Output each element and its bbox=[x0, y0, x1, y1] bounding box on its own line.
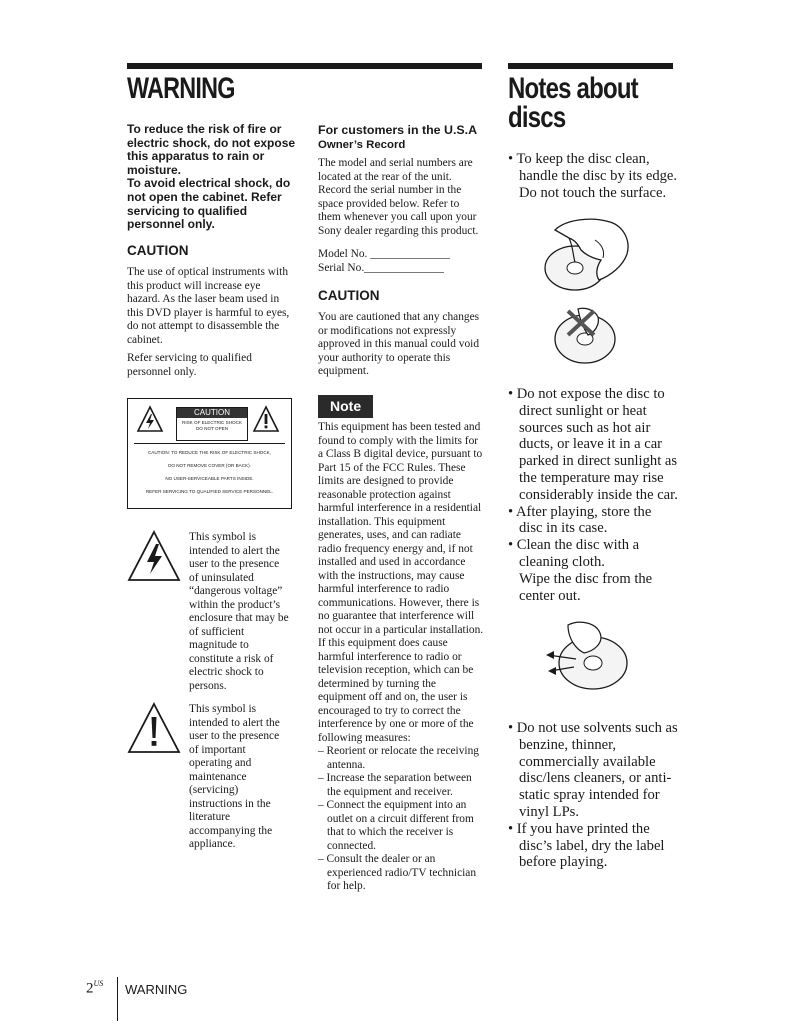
disc-note-item: • Do not expose the disc to direct sunlight or heat sources such as hot air ducts, or leave it in a car parked in direct sunlight as the temperature may rise considerably inside the car. bbox=[508, 386, 678, 503]
footer bbox=[86, 977, 286, 1022]
label-header: CAUTION bbox=[177, 408, 247, 418]
warning-title-rule bbox=[127, 63, 482, 69]
model-serial-fields bbox=[318, 248, 484, 275]
warning-lead-1: To reduce the risk of fire or electric shock, do not expose this apparatus to rain or moisture. bbox=[127, 122, 296, 177]
exclamation-warning-icon bbox=[127, 702, 181, 754]
disc-note-item: • If you have printed the disc’s label, dry the label before playing. bbox=[508, 820, 665, 871]
disc-note-item: • To keep the disc clean, handle the disc by its edge. Do not touch the surface. bbox=[508, 151, 678, 201]
discs-title-line-2: discs bbox=[508, 101, 566, 134]
caution-heading-middle: CAUTION bbox=[318, 288, 380, 303]
label-line-4: REFER SERVICING TO QUALIFIED SERVICE PERSONNEL. bbox=[145, 489, 274, 494]
usa-heading: For customers in the U.S.A bbox=[318, 123, 478, 137]
caution-paragraph-1: The use of optical instruments with this product will increase eye hazard. As the laser beam used in this DVD player is harmful to eyes, do not attempt to disassemble the cabinet. bbox=[127, 266, 290, 346]
disc-handling-illustration bbox=[535, 210, 635, 295]
label-exclamation-icon bbox=[252, 405, 280, 433]
label-line-2: DO NOT REMOVE COVER (OR BACK). bbox=[168, 463, 251, 468]
lightning-symbol-text: This symbol is intended to alert the user to the presence of uninsulated “dangerous voltage” within the product’s enclosure that may be of sufficient magnitude to constitute a risk of electric shock to persons. bbox=[189, 531, 289, 692]
disc-note-item: • Clean the disc with a cleaning cloth. bbox=[508, 537, 640, 570]
label-line-1: CAUTION: TO REDUCE THE RISK OF ELECTRIC SHOCK, bbox=[147, 450, 272, 455]
fcc-measure-item: – Consult the dealer or an experienced radio/TV technician for help. bbox=[318, 853, 477, 892]
caution-text-middle: You are cautioned that any changes or modifications not expressly approved in this manual could void your authority to operate this equipment. bbox=[318, 311, 480, 377]
fcc-measure-item: – Connect the equipment into an outlet on a circuit different from that to which the receiver is connected. bbox=[318, 799, 474, 852]
caution-heading-left: CAUTION bbox=[127, 243, 189, 258]
exclamation-symbol-text: This symbol is intended to alert the user to the presence of important operating and maintenance (servicing) instructions in the literature accompanying the appliance. bbox=[189, 703, 280, 850]
discs-title bbox=[508, 74, 638, 132]
disc-note-item: • Do not use solvents such as benzine, thinner, commercially available disc/lens cleaners, or anti-static spray intended for vinyl LPs. bbox=[508, 720, 678, 820]
usa-text: The model and serial numbers are located at the rear of the unit. Record the serial number in the space provided below. Refer to them whenever you call upon your Sony dealer regarding this product. bbox=[318, 157, 479, 237]
page-number bbox=[86, 979, 103, 997]
disc-notes-3 bbox=[508, 720, 678, 871]
page-number-sup: US bbox=[93, 979, 104, 988]
label-lines bbox=[132, 449, 287, 496]
label-center-box bbox=[176, 407, 248, 441]
fcc-measures-list bbox=[318, 745, 484, 894]
discs-title-rule bbox=[508, 63, 673, 69]
warning-title: WARNING bbox=[127, 72, 235, 105]
caution-text-left bbox=[127, 266, 293, 384]
disc-no-touch-illustration bbox=[550, 303, 625, 368]
disc-note-continuation bbox=[508, 571, 678, 605]
caution-label bbox=[127, 398, 292, 509]
label-divider bbox=[134, 443, 285, 444]
warning-lead bbox=[127, 123, 297, 232]
disc-cleaning-illustration bbox=[538, 615, 638, 700]
serial-number-field: Serial No.______________ bbox=[318, 261, 444, 274]
lightning-warning-icon bbox=[127, 530, 181, 582]
page-number-value: 2 bbox=[86, 980, 94, 997]
disc-note-item: • After playing, store the disc in its case. bbox=[508, 503, 652, 537]
footer-section: WARNING bbox=[125, 982, 188, 997]
label-line-3: NO USER-SERVICEABLE PARTS INSIDE. bbox=[165, 476, 254, 481]
caution-paragraph-2: Refer servicing to qualified personnel only. bbox=[127, 352, 252, 378]
label-lightning-icon bbox=[136, 405, 164, 433]
fcc-measure-item: – Increase the separation between the equipment and receiver. bbox=[318, 772, 472, 798]
model-number-field: Model No. ______________ bbox=[318, 248, 450, 260]
discs-title-line-1: Notes about bbox=[508, 72, 638, 105]
note-badge: Note bbox=[318, 395, 373, 418]
disc-notes-2 bbox=[508, 386, 678, 604]
disc-wipe-text: Wipe the disc from the center out. bbox=[519, 570, 653, 604]
label-sub: RISK OF ELECTRIC SHOCK DO NOT OPEN bbox=[182, 420, 242, 431]
fcc-note bbox=[318, 421, 484, 894]
fcc-measure-item: – Reorient or relocate the receiving antenna. bbox=[318, 745, 479, 771]
owners-record-heading: Owner’s Record bbox=[318, 139, 406, 151]
disc-notes-1 bbox=[508, 151, 678, 201]
fcc-note-text: This equipment has been tested and found to comply with the limits for a Class B digital device, pursuant to Part 15 of the FCC Rules. These limits are designed to provide reasonable protection against harmful interference in a residential installation. This equipment generates, uses, and can radiate radio frequency energy and, if not installed and used in accordance with the instructions, may cause harmful interference to radio communications. However, there is no guarantee that interference will not occur in a particular installation. If this equipment does cause harmful interference to radio or television reception, which can be determined by turning the equipment off and on, the user is encouraged to try to correct the interference by one or more of the following measures: bbox=[318, 421, 484, 744]
warning-lead-2: To avoid electrical shock, do not open the cabinet. Refer servicing to qualified personnel only. bbox=[127, 176, 291, 232]
footer-divider bbox=[117, 977, 118, 1021]
